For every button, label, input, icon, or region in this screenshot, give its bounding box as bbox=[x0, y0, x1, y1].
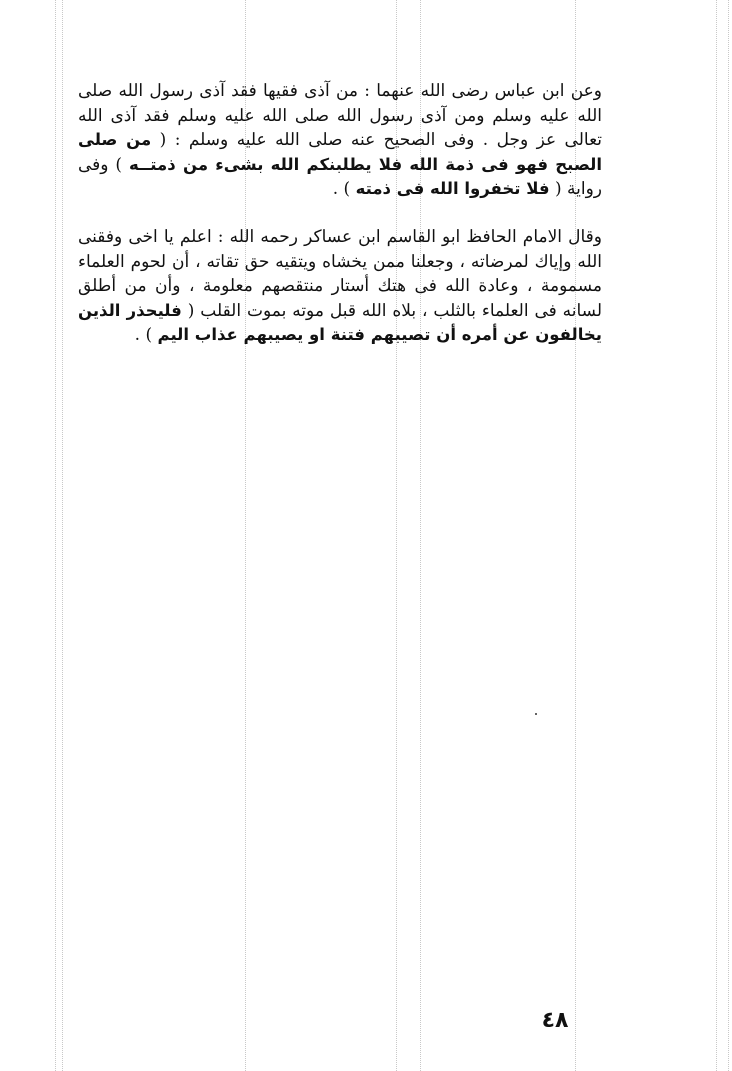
scan-guide-line bbox=[728, 0, 729, 1071]
paragraph-ibn-abbas bbox=[78, 79, 602, 202]
hadith-quote: فلا تخفروا الله فى ذمته bbox=[355, 179, 550, 198]
scan-guide-line bbox=[55, 0, 56, 1071]
paragraph-text: ) وفى رواية ( bbox=[78, 154, 602, 199]
paragraph-text: وقال الامام الحافظ ابو القاسم ابن عساكر رحمه الله : اعلم يا اخى وفقنى الله وإياك لمرضاته ، وجعلنا ممن يخشاه ويتقيه حق تقاته ، أن لحوم العلماء مسمومة ، وعادة الله فى هتك أستار منتقصهم معلومة ، وأن من أطلق لسانه فى العلماء بالثلب ، بلاه الله قبل موته بموت القلب ( bbox=[78, 227, 603, 321]
page-number: ٤٨ bbox=[541, 1008, 569, 1033]
hadith-quote: من صلى الصبح فهو فى ذمة الله فلا يطلبنكم الله بشىء من ذمتــه bbox=[78, 130, 603, 174]
scan-speck bbox=[535, 713, 537, 715]
paragraph-text: وعن ابن عباس رضى الله عنهما : من آذى فقيها فقد آذى رسول الله صلى الله عليه وسلم ومن آذى رسول الله صلى الله عليه وسلم فقد آذى الله تعالى عز وجل . وفى الصحيح عنه صلى الله عليه وسلم : ( bbox=[78, 81, 603, 150]
paragraph-text: ) . bbox=[332, 179, 351, 199]
paragraph-ibn-asakir bbox=[78, 225, 602, 348]
quran-quote: فليحذر الذين يخالفون عن أمره أن تصيبهم فتنة او يصيبهم عذاب اليم bbox=[78, 300, 602, 344]
scan-guide-line bbox=[62, 0, 63, 1071]
paragraph-text: ) . bbox=[134, 325, 153, 345]
scan-guide-line bbox=[716, 0, 717, 1071]
